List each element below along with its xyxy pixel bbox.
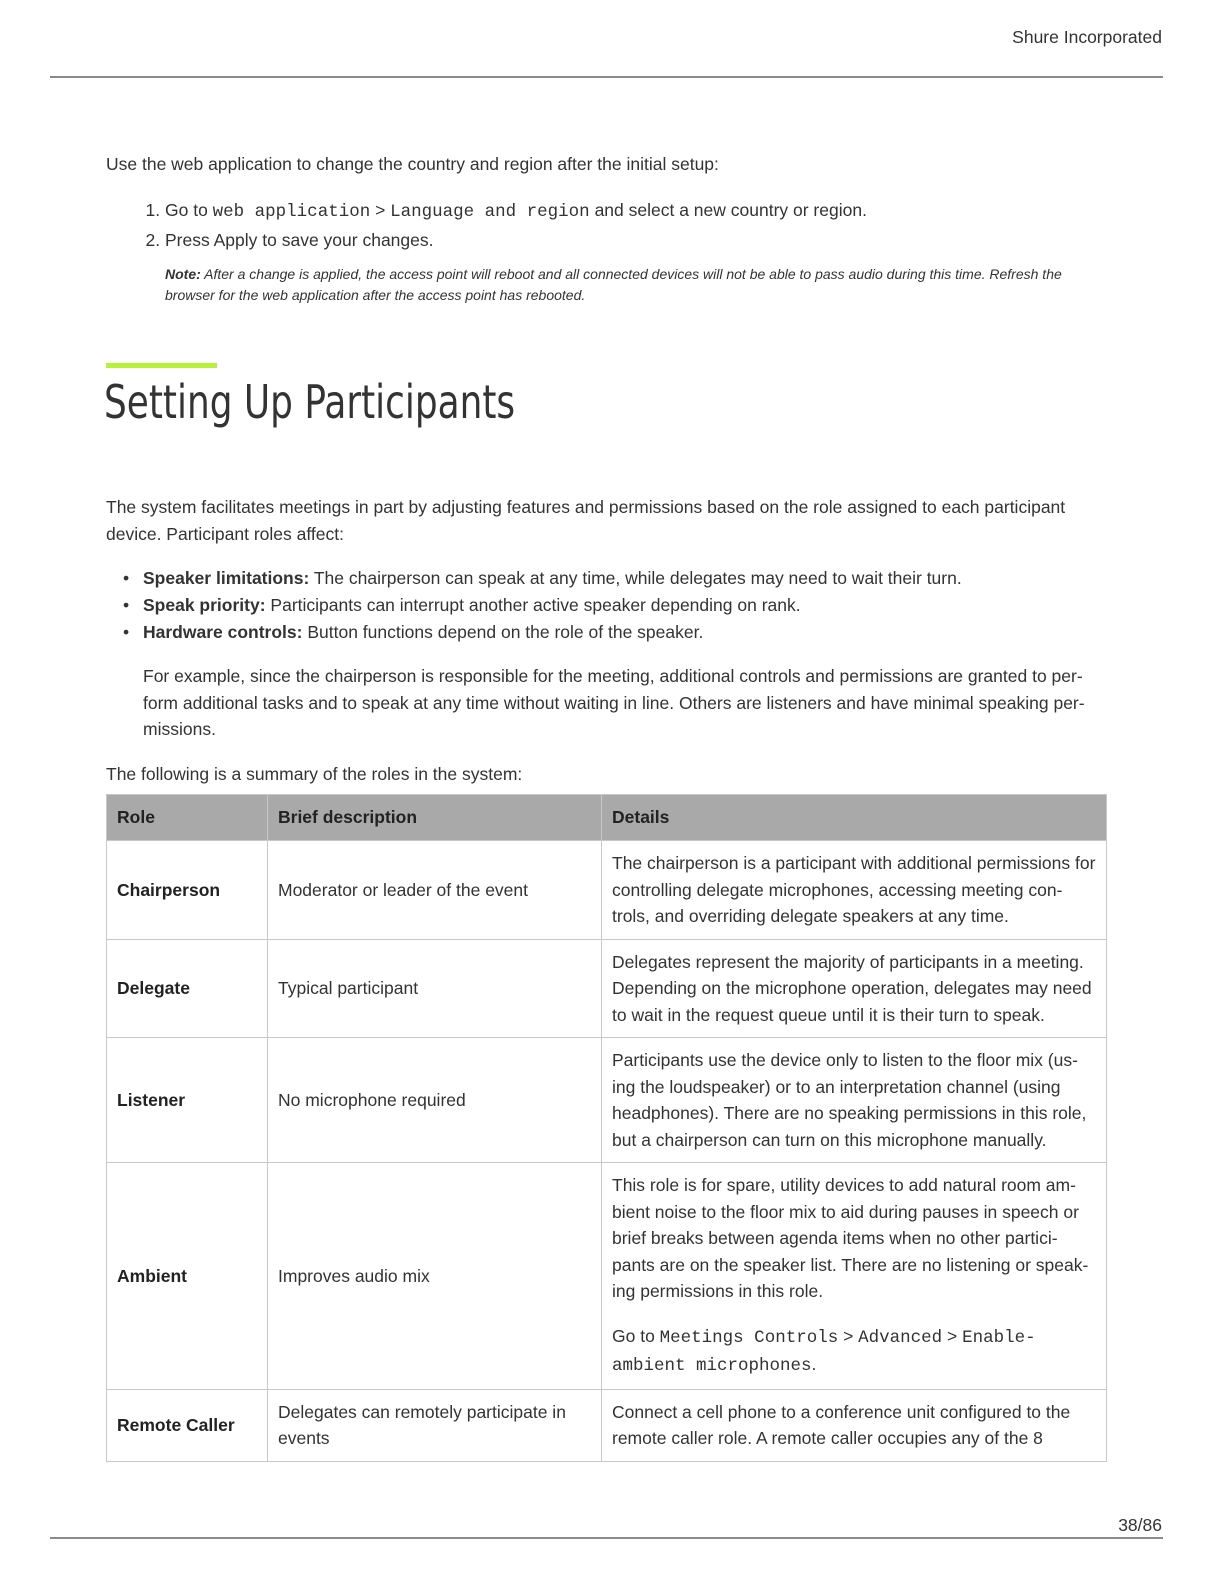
details-paragraph: This role is for spare, utility devices to add natural room am-bient noise to the floor mix to aid during pauses in speech or brief breaks between agenda items when no other partici-pants are on the speaker list. There are no listening or speak-ing permissions in this role.: [612, 1175, 1089, 1301]
header-role: Role: [107, 795, 268, 841]
table-row: [107, 1389, 1107, 1461]
table-row: [107, 841, 1107, 940]
list-item: [143, 592, 1103, 619]
note: [165, 264, 1105, 306]
brief-cell: Improves audio mix: [268, 1163, 602, 1390]
section-accent-bar: [106, 363, 217, 368]
step-text: Go to: [165, 200, 213, 220]
footer-divider: [50, 1537, 1163, 1539]
step-text: Press Apply to save your changes.: [165, 230, 434, 250]
steps-list: [106, 196, 1125, 254]
details-cell: Participants use the device only to listen to the floor mix (us-ing the loudspeaker) or to an interpretation channel (using headphones). There are no speaking permissions in this role, but a chairperson can turn on this microphone manually.: [602, 1038, 1107, 1163]
role-cell: Delegate: [107, 939, 268, 1038]
note-text: After a change is applied, the access point will reboot and all connected devices will not be able to pass audio during this time. Refresh the browser for the web application after the access point has rebooted.: [165, 266, 1062, 303]
list-item: [143, 565, 1103, 592]
summary-intro: The following is a summary of the roles in the system:: [106, 764, 523, 784]
code-enable-ambient: Enable-ambient microphones: [612, 1327, 1036, 1376]
bullet-label: Hardware controls:: [143, 622, 303, 642]
breadcrumb-separator: >: [370, 200, 391, 220]
brief-cell: No microphone required: [268, 1038, 602, 1163]
note-label: Note:: [165, 266, 201, 282]
header-divider: [50, 76, 1163, 78]
bullet-text: The chairperson can speak at any time, while delegates may need to wait their turn.: [309, 568, 962, 588]
role-cell: Ambient: [107, 1163, 268, 1390]
table-header-row: [107, 795, 1107, 841]
roles-table: [106, 794, 1107, 1462]
brief-cell: Moderator or leader of the event: [268, 841, 602, 940]
path-text: Go to: [612, 1325, 660, 1346]
role-cell: Chairperson: [107, 841, 268, 940]
role-effects-list: [106, 565, 1103, 646]
details-cell: [602, 1163, 1107, 1390]
code-meetings-controls: Meetings Controls: [659, 1327, 839, 1348]
header-brief-description: Brief description: [268, 795, 602, 841]
step-text: and select a new country or region.: [589, 200, 867, 220]
intro-paragraph: Use the web application to change the country and region after the initial setup:: [106, 154, 719, 174]
brief-cell: Typical participant: [268, 939, 602, 1038]
table-row: [107, 1163, 1107, 1390]
code-web-application: web application: [212, 202, 371, 222]
role-cell: Listener: [107, 1038, 268, 1163]
details-cell: Connect a cell phone to a conference unit configured to the remote caller role. A remote caller occupies any of the 8: [602, 1389, 1107, 1461]
section-title: Setting Up Participants: [104, 375, 516, 429]
bullet-label: Speaker limitations:: [143, 568, 310, 588]
path-text: .: [811, 1354, 817, 1374]
code-advanced: Advanced: [858, 1327, 943, 1348]
bullet-label: Speak priority:: [143, 595, 266, 615]
step-item: [165, 196, 1125, 226]
table-row: [107, 1038, 1107, 1163]
role-cell: Remote Caller: [107, 1389, 268, 1461]
page-number: 38/86: [1118, 1515, 1162, 1535]
bullet-text: Button functions depend on the role of the speaker.: [302, 622, 704, 642]
breadcrumb-separator: >: [838, 1325, 859, 1346]
breadcrumb-separator: >: [942, 1325, 963, 1346]
section-paragraph: The system facilitates meetings in part by adjusting features and permissions based on the role assigned to each participant device. Participant roles affect:: [106, 497, 1066, 544]
example-paragraph: For example, since the chairperson is responsible for the meeting, additional controls and permissions are granted to per-form additional tasks and to speak at any time without waiting in line. Others are listeners and have minimal speaking per-missions.: [143, 666, 1085, 739]
roles-table-container: [106, 794, 1108, 1474]
details-path: [612, 1323, 1096, 1380]
bullet-text: Participants can interrupt another active speaker depending on rank.: [265, 595, 801, 615]
details-cell: Delegates represent the majority of participants in a meeting. Depending on the microphone operation, delegates may need to wait in the request queue until it is their turn to speak.: [602, 939, 1107, 1038]
code-language-region: Language and region: [390, 202, 590, 222]
brief-cell: Delegates can remotely participate in events: [268, 1389, 602, 1461]
details-cell: The chairperson is a participant with additional permissions for controlling delegate microphones, accessing meeting con-trols, and overriding delegate speakers at any time.: [602, 841, 1107, 940]
step-item: [165, 226, 1125, 254]
header-details: Details: [602, 795, 1107, 841]
table-row: [107, 939, 1107, 1038]
list-item: [143, 619, 1103, 646]
company-name: Shure Incorporated: [1012, 27, 1162, 47]
